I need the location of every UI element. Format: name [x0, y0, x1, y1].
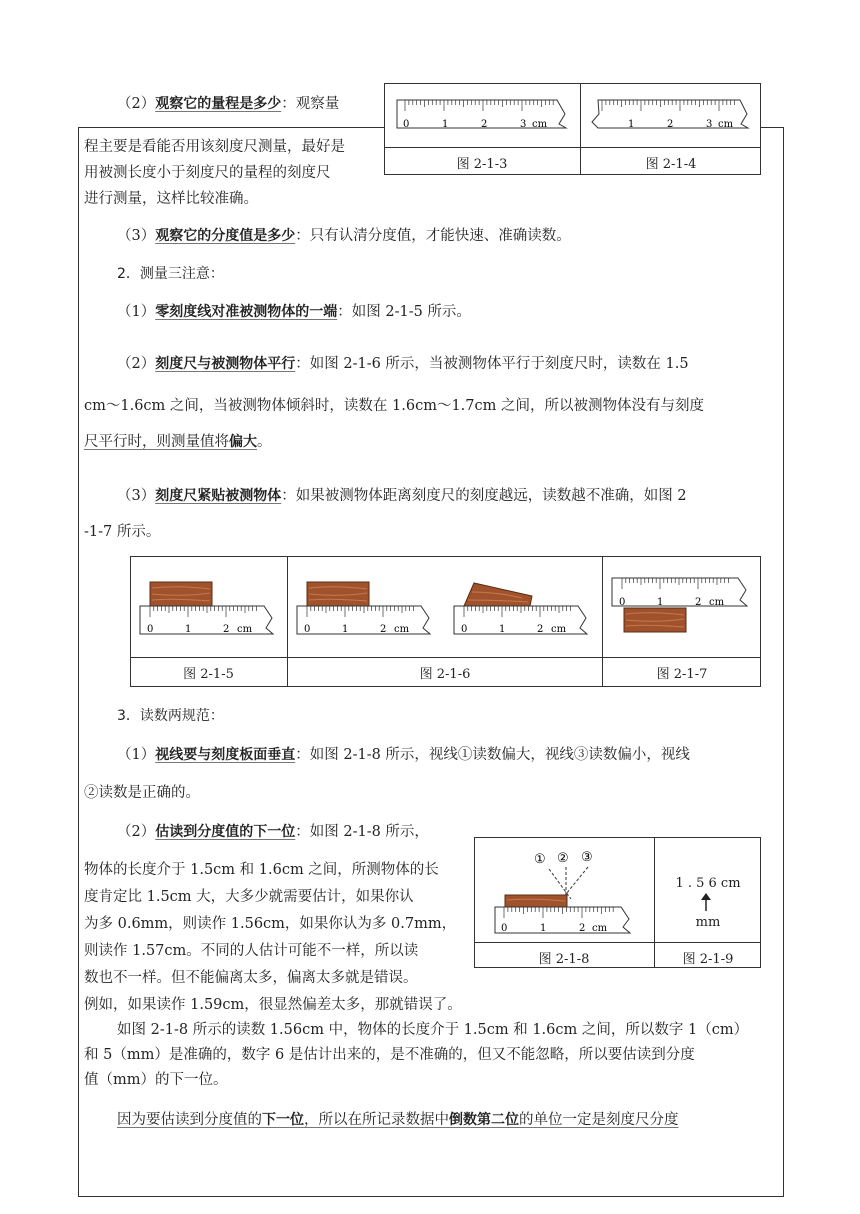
tick-1: 1	[185, 624, 192, 635]
para-m3-line-2: -1-7 所示。	[84, 524, 161, 540]
figure-2-1-6-tilted	[452, 578, 596, 638]
caption-fig-2-1-7: 图 2-1-7	[656, 667, 708, 682]
tick-3: 3	[520, 119, 527, 130]
tick-0: 0	[619, 597, 626, 608]
caption-fig-2-1-3: 图 2-1-3	[456, 157, 508, 172]
tick-1: 1	[342, 624, 349, 635]
tick-2: 2	[695, 597, 702, 608]
tick-0: 0	[304, 624, 311, 635]
tick-2: 2	[667, 119, 674, 130]
para-r1-line-1: （1）视线要与刻度板面垂直：如图 2-1-8 所示，视线①读数偏大，视线③读数偏小，视线	[117, 747, 690, 763]
para-example-line-1: 如图 2-1-8 所示的读数 1.56cm 中，物体的长度介于 1.5cm 和 1.6cm 之间，所以数字 1（cm）	[117, 1022, 749, 1038]
caption-fig-2-1-5: 图 2-1-5	[183, 667, 234, 682]
tick-0: 0	[147, 624, 154, 635]
para-last: 因为要估读到分度值的下一位，所以在所记录数据中倒数第二位的单位一定是刻度尺分度	[117, 1112, 679, 1128]
unit-cm: cm	[532, 119, 548, 130]
caption-fig-2-1-4: 图 2-1-4	[645, 157, 697, 172]
tick-1: 1	[628, 119, 635, 130]
para-division: （3）观察它的分度值是多少：只有认清分度值，才能快速、准确读数。	[117, 228, 571, 244]
figure-2-1-7	[610, 574, 756, 636]
tick-0: 0	[501, 923, 508, 934]
para-m3-line-1: （3）刻度尺紧贴被测物体：如果被测物体距离刻度尺的刻度越远，读数越不准确，如图 2	[117, 488, 687, 504]
para-range: （2）观察它的量程是多少：观察量	[117, 96, 340, 112]
para-example-line-2: 和 5（mm）是准确的，数字 6 是估计出来的，是不准确的，但又不能忽略，所以要估读到分度	[84, 1047, 695, 1063]
para-range-line-2: 用被测长度小于刻度尺的量程的刻度尺	[84, 165, 331, 181]
tick-1: 1	[499, 624, 506, 635]
unit-cm: cm	[592, 923, 608, 934]
unit-cm: cm	[709, 597, 725, 608]
unit-cm: cm	[551, 624, 567, 635]
caption-fig-2-1-9: 图 2-1-9	[682, 952, 734, 967]
unit-cm: cm	[237, 624, 253, 635]
reading-value: 1 . 5 6 cm	[675, 876, 741, 891]
arrow-up-icon	[699, 892, 713, 912]
para-m2-line-2: cm～1.6cm 之间，当被测物体倾斜时，读数在 1.6cm～1.7cm 之间，所以被测物体没有与刻度	[84, 398, 704, 414]
tick-2: 2	[537, 624, 544, 635]
figure-2-1-8	[490, 845, 636, 937]
heading-read: 3．读数两规范：	[117, 708, 224, 724]
caption-fig-2-1-6: 图 2-1-6	[419, 667, 471, 682]
tick-1: 1	[540, 923, 547, 934]
tick-3: 3	[706, 119, 713, 130]
tick-2: 2	[481, 119, 488, 130]
para-example-line-3: 值（mm）的下一位。	[84, 1072, 228, 1088]
para-r2-line-6: 数也不一样。但不能偏离太多，偏离太多就是错误。	[84, 970, 418, 986]
para-r2-line-1: （2）估读到分度值的下一位：如图 2-1-8 所示，	[117, 824, 429, 840]
ruler-2-1-3	[395, 94, 573, 136]
para-r2-line-7: 例如，如果读作 1.59cm，很显然偏差太多，那就错误了。	[84, 997, 462, 1013]
para-range-line-3: 进行测量，这样比较准确。	[84, 191, 258, 207]
heading-measure: 2．测量三注意：	[117, 266, 224, 282]
caption-fig-2-1-8: 图 2-1-8	[538, 952, 590, 967]
tick-0: 0	[461, 624, 468, 635]
figure-2-1-5	[138, 578, 282, 638]
para-r1-line-2: ②读数是正确的。	[84, 785, 200, 801]
para-r2-line-5: 则读作 1.57cm。不同的人估计可能不一样，所以读	[84, 943, 419, 959]
para-m1: （1）零刻度线对准被测物体的一端：如图 2-1-5 所示。	[117, 304, 471, 320]
tick-2: 2	[223, 624, 230, 635]
para-r2-line-4: 为多 0.6mm，则读作 1.56cm，如果你认为多 0.7mm，	[84, 916, 457, 932]
tick-1: 1	[442, 119, 449, 130]
tick-0: 0	[403, 119, 410, 130]
para-r2-line-2: 物体的长度介于 1.5cm 和 1.6cm 之间，所测物体的长	[84, 862, 439, 878]
unit-cm: cm	[718, 119, 734, 130]
tick-1: 1	[657, 597, 664, 608]
figure-2-1-6-parallel	[295, 578, 439, 638]
reading-unit: mm	[695, 915, 721, 930]
sight-line-1-label: ①	[534, 852, 546, 867]
ruler-2-1-4	[590, 94, 755, 136]
para-r2-line-3: 度肯定比 1.5cm 大，大多少就需要估计，如果你认	[84, 889, 414, 905]
tick-2: 2	[579, 923, 586, 934]
para-m2-line-1: （2）刻度尺与被测物体平行：如图 2-1-6 所示，当被测物体平行于刻度尺时，读数在 1.5	[117, 356, 689, 372]
sight-line-2-label: ②	[557, 851, 569, 866]
para-m2-line-3: 尺平行时，则测量值将偏大。	[84, 434, 272, 450]
unit-cm: cm	[394, 624, 410, 635]
sight-line-3-label: ③	[581, 850, 593, 865]
tick-2: 2	[380, 624, 387, 635]
para-range-line-1: 程主要是看能否用该刻度尺测量，最好是	[84, 139, 345, 155]
